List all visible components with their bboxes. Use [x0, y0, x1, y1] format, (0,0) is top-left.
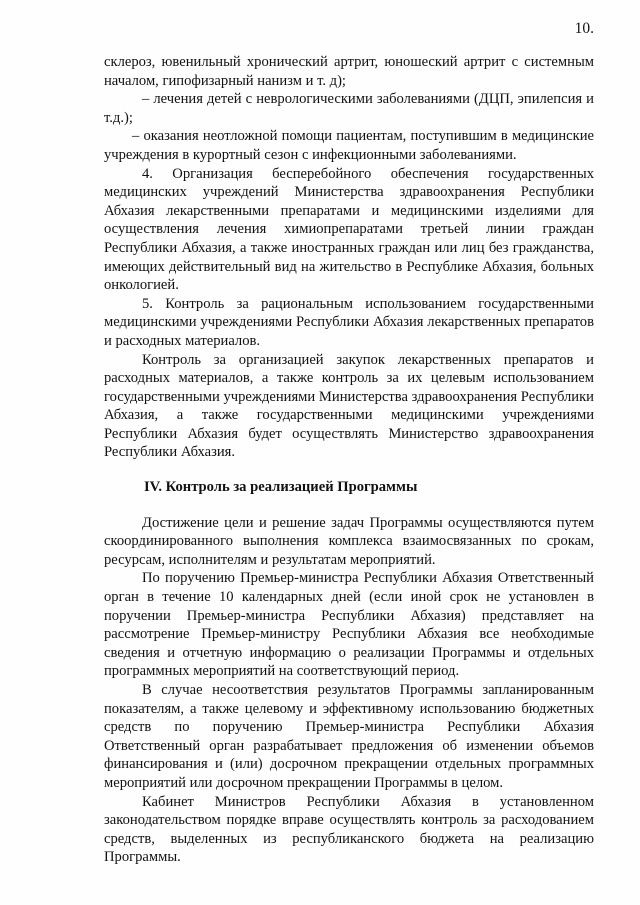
paragraph-noncompliance: В случае несоответствия результатов Программы запланированным показателям, а также целевому и эффективному использованию бюджетных средств по поручению Премьер-министра Республики Абхазия Ответственный орган разрабатывает предложения об изменении объемов финансирования и (или) досрочном прекращении отдельных программных мероприятий или досрочном прекращении Программы в целом. [104, 682, 594, 791]
paragraph-item-5: 5. Контроль за рациональным использованием государственными медицинскими учреждениями Республики Абхазия лекарственных препаратов и расходных материалов. [104, 295, 594, 349]
paragraph-reporting: По поручению Премьер-министра Республики Абхазия Ответственный орган в течение 10 календарных дней (если иной срок не установлен в поручении Премьер-министра Республики Абхазия) представляет на рассмотрение Премьер-министру Республики Абхазия все необходимые сведения и отчетную информацию о реализации Программы и отдельных программных мероприятий на соответствующий период. [104, 570, 594, 680]
section-heading: IV. Контроль за реализацией Программы [144, 479, 418, 496]
paragraph-cabinet-control: Кабинет Министров Республики Абхазия в установленном законодательством порядке вправе осуществлять контроль за расходованием средств, выделенных из республиканского бюджета на реализацию Программы. [104, 793, 594, 866]
paragraph-item-4: 4. Организация бесперебойного обеспечения государственных медицинских учреждений Министерства здравоохранения Республики Абхазия лекарственными препаратами и медицинскими изделиями для осуществления лечения химиопрепаратами третьей линии граждан Республики Абхазия, а также иностранных граждан или лиц без гражданства, имеющих действительный вид на жительство в Республике Абхазия, больных онкологией. [104, 165, 594, 294]
paragraph-neurological-treatment: – лечения детей с неврологическими заболеваниями (ДЦП, эпилепсия и т.д.); [104, 91, 594, 126]
document-body [104, 53, 594, 867]
paragraph-procurement-control: Контроль за организацией закупок лекарственных препаратов и расходных материалов, а также контроль за их целевым использованием государственными учреждениями Министерства здравоохранения Республики Абхазия, а также государственными медицинскими учреждениями Республики Абхазия будет осуществлять Министерство здравоохранения Республики Абхазия. [104, 351, 594, 461]
paragraph-goal-achievement: Достижение цели и решение задач Программы осуществляются путем скоординированного выполнения комплекса взаимосвязанных по срокам, ресурсам, исполнителям и результатам мероприятий. [104, 514, 594, 568]
paragraph-diseases-continued: склероз, ювенильный хронический артрит, юношеский артрит с системным началом, гипофизарный нанизм и т. д); [104, 54, 594, 89]
paragraph-emergency-care: – оказания неотложной помощи пациентам, поступившим в медицинские учреждения в курортный сезон с инфекционными заболеваниями. [104, 128, 594, 163]
page-number: 10. [574, 20, 594, 37]
